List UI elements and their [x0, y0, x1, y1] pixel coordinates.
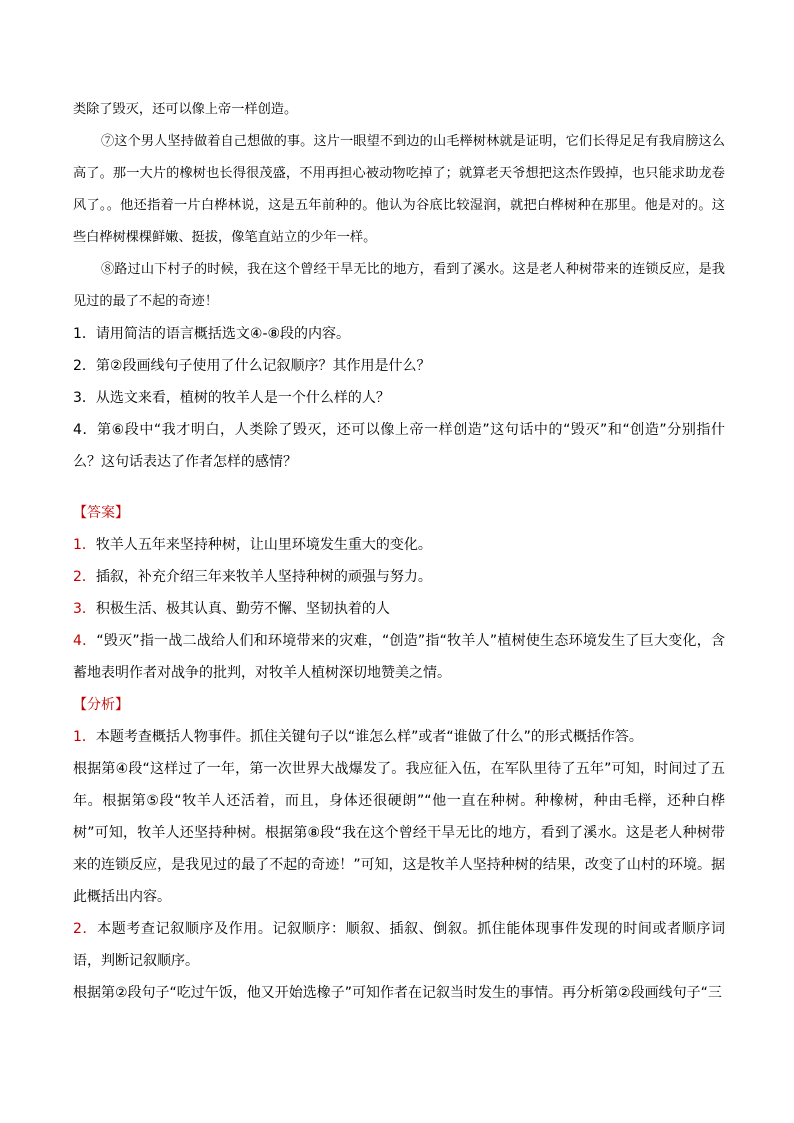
passage-paragraph-8: ⑧路过山下村子的时候，我在这个曾经干旱无比的地方，看到了溪水。这是老人种树带来的连锁反应，是我见过的最了不起的奇迹！	[73, 262, 725, 309]
question-list	[73, 318, 725, 478]
document-content	[73, 94, 725, 1009]
answer-item-4	[73, 625, 725, 689]
answer-number: 3．	[73, 601, 96, 617]
answer-section	[73, 497, 725, 689]
answer-heading: 【答案】	[73, 505, 129, 521]
analysis-text: 本题考查记叙顺序及作用。记叙顺序：顺叙、插叙、倒叙。抓住能体现事件发现的时间或者顺序词语，判断记叙顺序。	[73, 921, 725, 969]
answer-item-2	[73, 561, 725, 593]
answer-number: 4．	[73, 633, 97, 649]
passage-paragraph-continued: 类除了毁灭，还可以像上帝一样创造。	[73, 102, 298, 117]
answer-number: 2．	[73, 569, 96, 585]
answer-text: 插叙，补充介绍三年来牧羊人坚持种树的顽强与努力。	[95, 569, 432, 585]
answer-number: 1．	[73, 537, 96, 553]
answer-text: 牧羊人五年来坚持种树，让山里环境发生重大的变化。	[95, 537, 432, 553]
passage-paragraph-7: ⑦这个男人坚持做着自己想做的事。这片一眼望不到边的山毛榉树林就是证明，它们长得足足有我肩膀这么高了。那一大片的橡树也长得很茂盛，不用再担心被动物吃掉了；就算老天爷想把这杰作毁掉，也只能求助龙卷风了。。他还指着一片白桦林说，这是五年前种的。他认为谷底比较湿润，就把白桦树种在那里。他是对的。这些白桦树棵棵鲜嫩、挺拔，像笔直站立的少年一样。	[73, 134, 725, 245]
question-1: 1．请用简洁的语言概括选文④-⑧段的内容。	[73, 326, 351, 342]
question-4: 4．第⑥段中“我才明白，人类除了毁灭，还可以像上帝一样创造”这句话中的“毁灭”和“创造”分别指什么？这句话表达了作者怎样的感情？	[73, 422, 725, 470]
analysis-number: 2．	[73, 921, 98, 937]
analysis-item-2-lead	[73, 913, 725, 977]
answer-text: 积极生活、极其认真、勤劳不懈、坚韧执着的人	[95, 601, 390, 617]
analysis-item-1-lead	[73, 721, 725, 753]
analysis-heading: 【分析】	[73, 697, 129, 713]
question-3: 3．从选文来看，植树的牧羊人是一个什么样的人？	[73, 390, 390, 406]
question-2: 2．第②段画线句子使用了什么记叙顺序？其作用是什么？	[73, 358, 431, 374]
answer-item-3	[73, 593, 725, 625]
analysis-section	[73, 689, 725, 1009]
section-spacer	[73, 478, 725, 497]
analysis-item-2-body: 根据第②段句子“吃过午饭，他又开始选橡子”可知作者在记叙当时发生的事情。再分析第②段画线句子“三	[73, 985, 722, 1001]
analysis-text: 本题考查概括人物事件。抓住关键句子以“谁怎么样”或者“谁做了什么”的形式概括作答。	[95, 729, 643, 745]
analysis-number: 1．	[73, 729, 96, 745]
answer-item-1	[73, 529, 725, 561]
answer-text: “毁灭”指一战二战给人们和环境带来的灾难，“创造”指“牧羊人”植树使生态环境发生了巨大变化，含蓄地表明作者对战争的批判，对牧羊人植树深切地赞美之情。	[73, 633, 725, 681]
analysis-item-1-body: 根据第④段“这样过了一年，第一次世界大战爆发了。我应征入伍，在军队里待了五年”可知，时间过了五年。根据第⑤段“牧羊人还活着，而且，身体还很硬朗”“他一直在种树。种橡树，种由毛榉，还种白桦树”可知，牧羊人还坚持种树。根据第⑧段“我在这个曾经干旱无比的地方，看到了溪水。这是老人种树带来的连锁反应，是我见过的最了不起的奇迹！”可知，这是牧羊人坚持种树的结果，改变了山村的环境。据此概括出内容。	[73, 761, 725, 905]
